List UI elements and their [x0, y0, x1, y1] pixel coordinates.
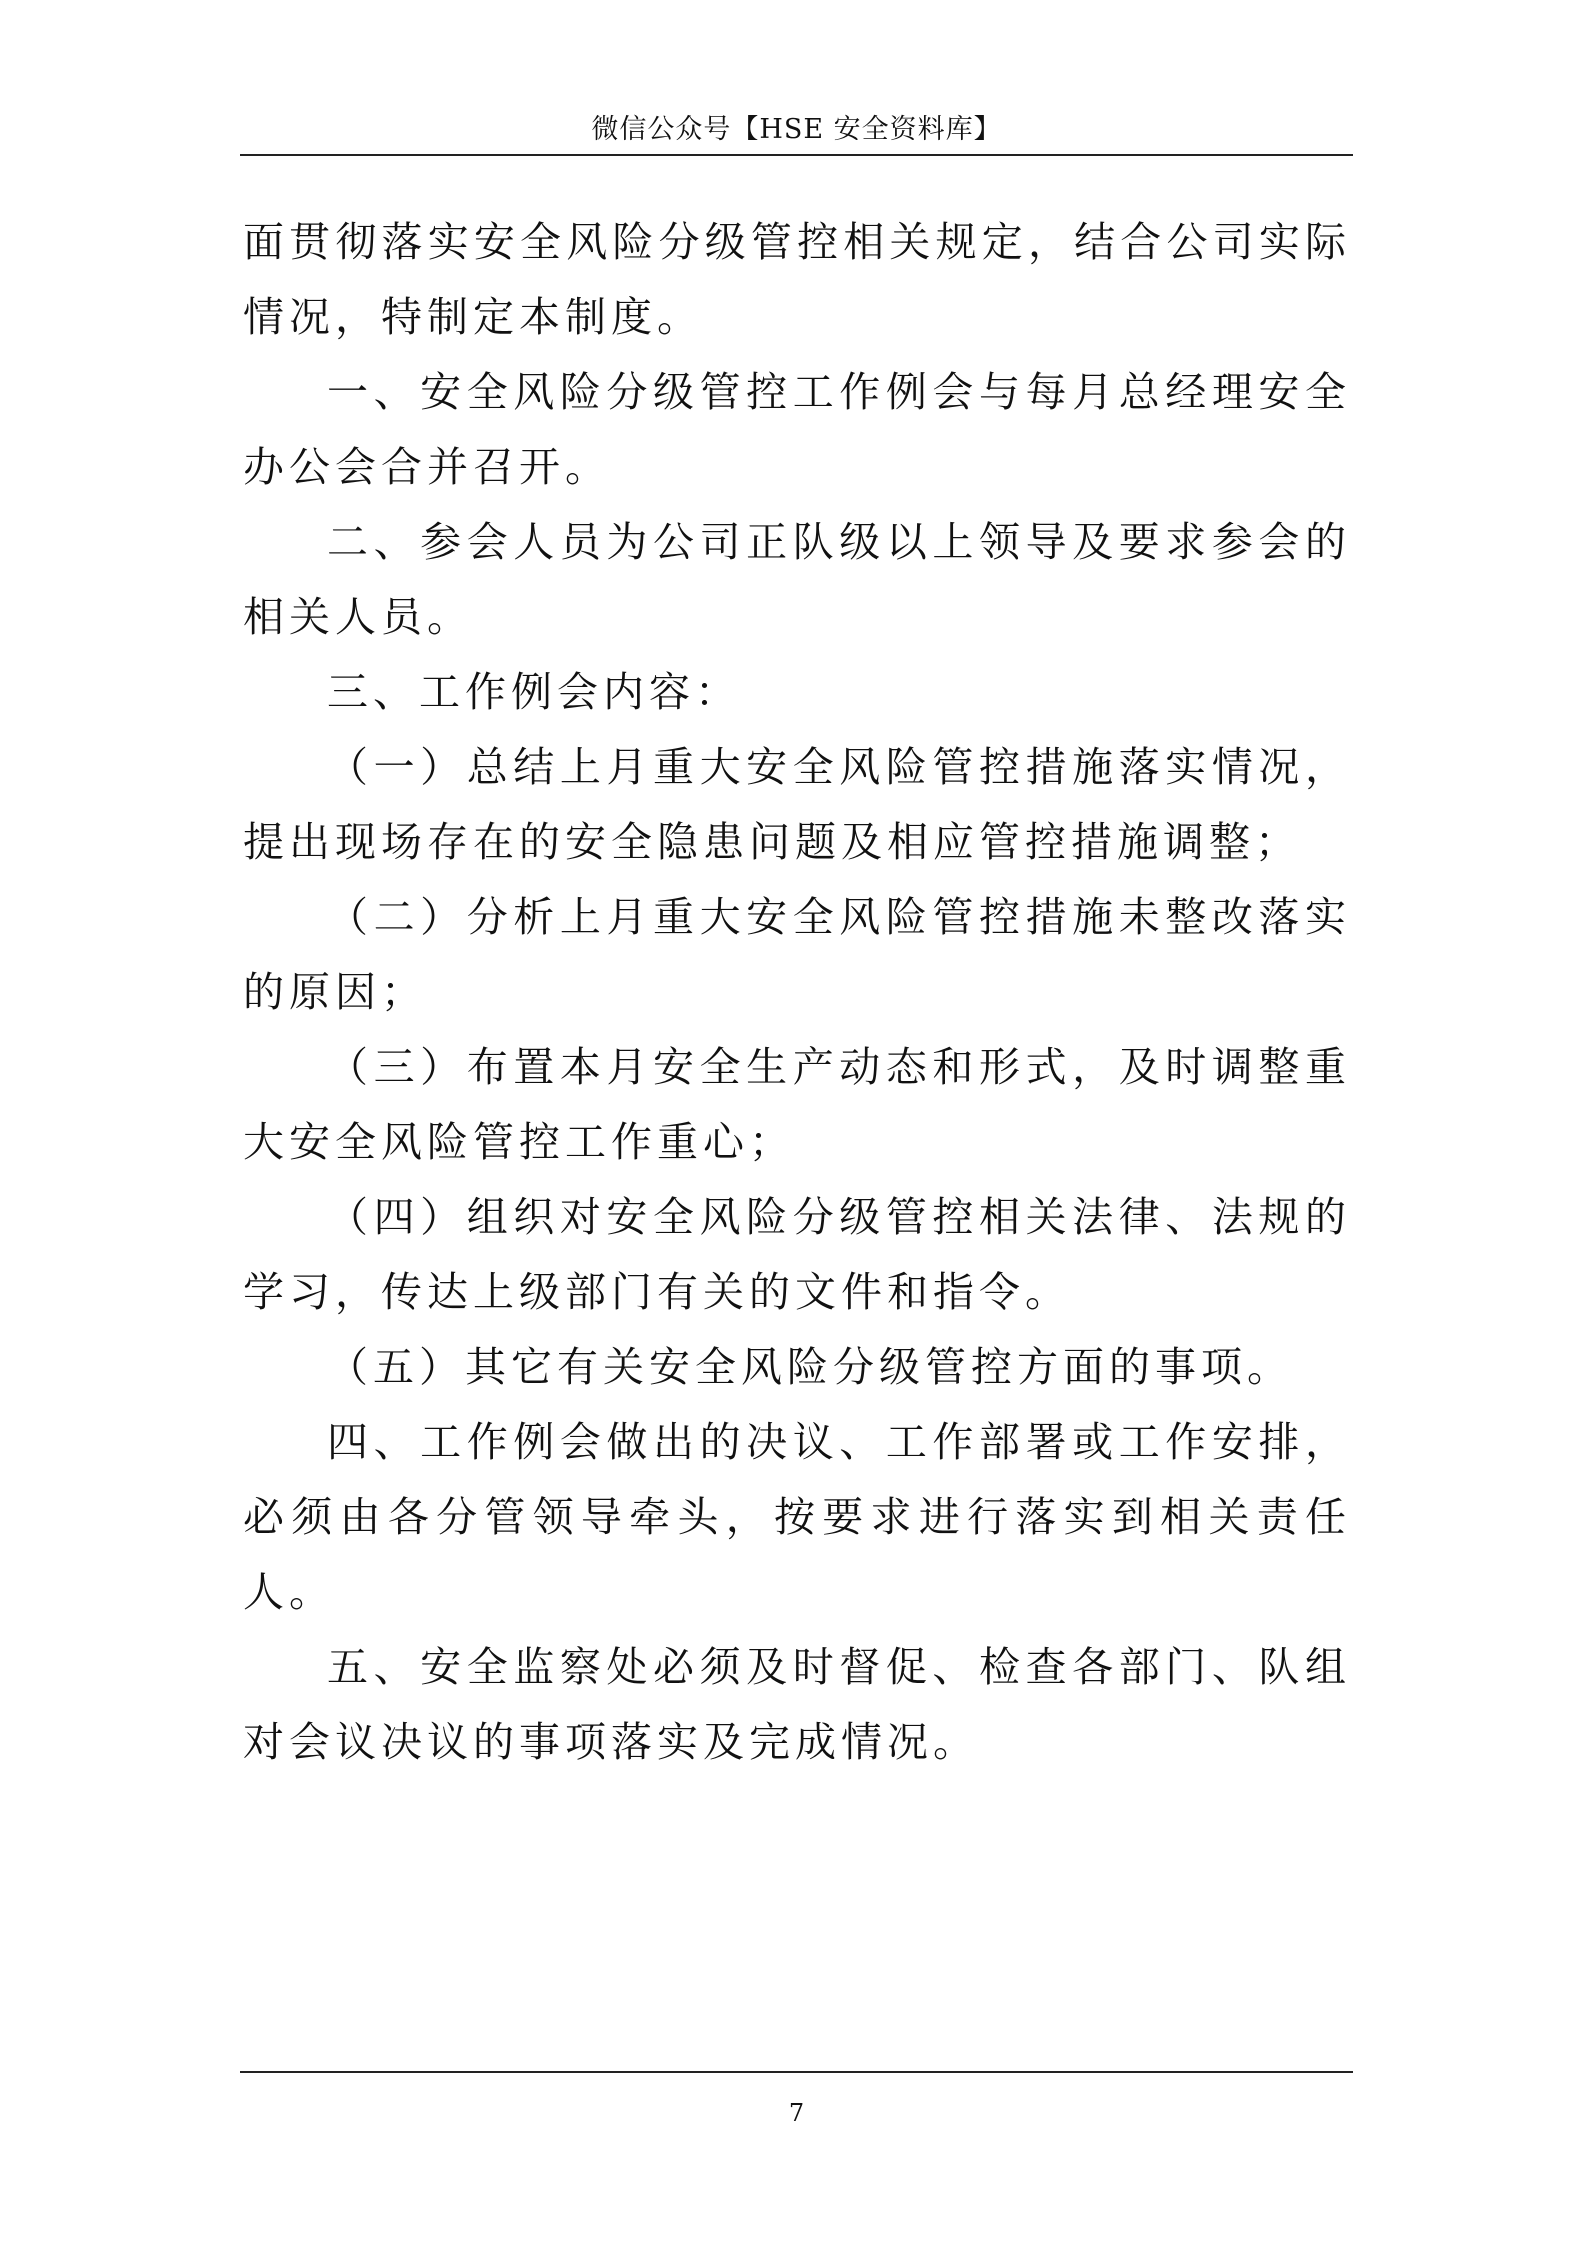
paragraph-item-1: 一、安全风险分级管控工作例会与每月总经理安全办公会合并召开。 [243, 368, 1351, 491]
document-body [243, 205, 1351, 1780]
paragraph-subitem-5: （五）其它有关安全风险分级管控方面的事项。 [327, 1343, 1293, 1391]
header-divider [240, 154, 1353, 156]
page-header: 微信公众号【HSE 安全资料库】 [591, 114, 1002, 145]
paragraph-item-3: 三、工作例会内容： [327, 668, 741, 716]
paragraph-subitem-3: （三）布置本月安全生产动态和形式，及时调整重大安全风险管控工作重心； [243, 1043, 1351, 1166]
paragraph-subitem-4: （四）组织对安全风险分级管控相关法律、法规的学习，传达上级部门有关的文件和指令。 [243, 1193, 1351, 1316]
footer-divider [240, 2071, 1353, 2073]
paragraph-item-2: 二、参会人员为公司正队级以上领导及要求参会的相关人员。 [243, 518, 1351, 641]
paragraph-subitem-1: （一）总结上月重大安全风险管控措施落实情况，提出现场存在的安全隐患问题及相应管控措施调整； [243, 743, 1351, 866]
paragraph-continuation: 面贯彻落实安全风险分级管控相关规定，结合公司实际情况，特制定本制度。 [243, 218, 1351, 341]
paragraph-item-5: 五、安全监察处必须及时督促、检查各部门、队组对会议决议的事项落实及完成情况。 [243, 1643, 1351, 1766]
page-number: 7 [788, 2099, 805, 2127]
paragraph-item-4: 四、工作例会做出的决议、工作部署或工作安排，必须由各分管领导牵头，按要求进行落实到相关责任人。 [243, 1418, 1351, 1616]
paragraph-subitem-2: （二）分析上月重大安全风险管控措施未整改落实的原因； [243, 893, 1351, 1016]
